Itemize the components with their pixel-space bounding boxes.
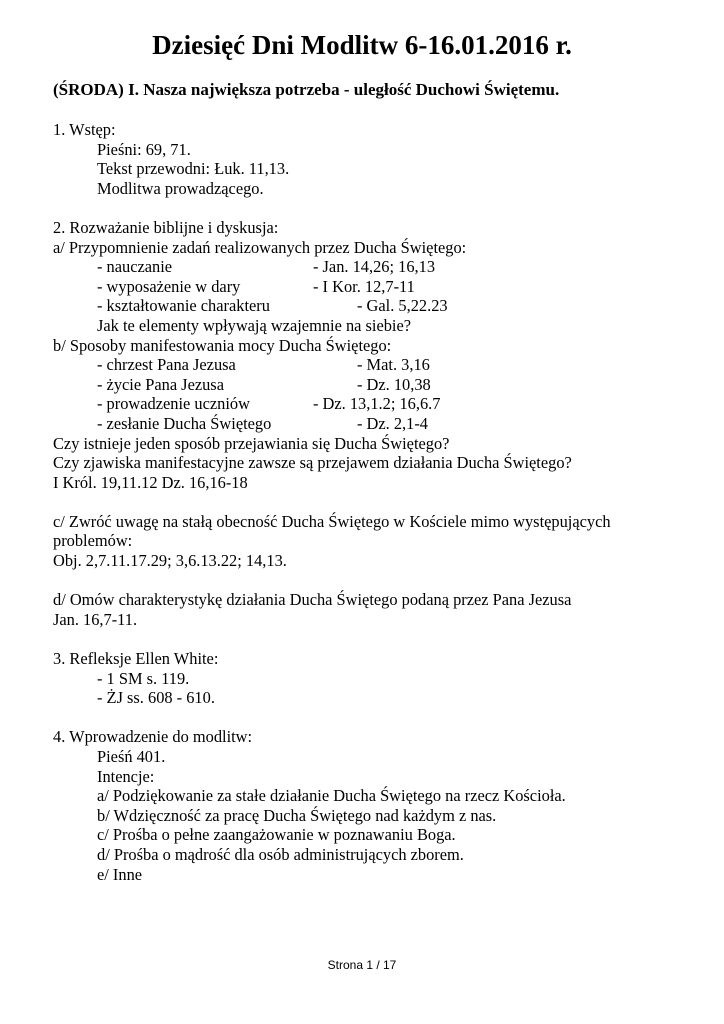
item-ref: - Dz. 10,38 (357, 374, 431, 394)
section-2a-item (53, 257, 713, 277)
intention-item: a/ Podziękowanie za stałe działanie Ducha Świętego na rzecz Kościoła. (97, 786, 566, 806)
intention-item: b/ Wdzięczność za pracę Ducha Świętego nad każdym z nas. (97, 805, 497, 825)
section-2b-question: Czy zjawiska manifestacyjne zawsze są przejawem działania Ducha Świętego? (53, 453, 572, 473)
page-title: Dziesięć Dni Modlitw 6-16.01.2016 r. (152, 30, 572, 60)
page-subtitle: (ŚRODA) I. Nasza największa potrzeba - uległość Duchowi Świętemu. (53, 80, 560, 99)
section-2a-question: Jak te elementy wpływają wzajemnie na siebie? (97, 315, 412, 335)
section-1-line: Tekst przewodni: Łuk. 11,13. (97, 159, 290, 179)
item-ref: - I Kor. 12,7-11 (313, 276, 415, 296)
item-ref: - Gal. 5,22.23 (357, 296, 448, 316)
item-label: - życie Pana Jezusa (97, 374, 224, 394)
section-2a-item (53, 277, 713, 297)
item-label: - wyposażenie w dary (97, 276, 241, 296)
intention-item: c/ Prośba o pełne zaangażowanie w poznawaniu Boga. (97, 825, 456, 845)
item-label: - kształtowanie charakteru (97, 296, 270, 316)
item-label: - chrzest Pana Jezusa (97, 355, 236, 375)
section-2d-text: d/ Omów charakterystykę działania Ducha Świętego podaną przez Pana Jezusa (53, 590, 572, 610)
section-4-song: Pieśń 401. (97, 747, 166, 766)
section-1-line: Pieśni: 69, 71. (97, 139, 191, 159)
page-footer: Strona 1 / 17 (327, 958, 397, 972)
section-2c-text: c/ Zwróć uwagę na stałą obecność Ducha Świętego w Kościele mimo występujących (53, 511, 611, 531)
section-4-heading: 4. Wprowadzenie do modlitw: (53, 727, 253, 747)
section-3-heading: 3. Refleksje Ellen White: (53, 649, 219, 669)
section-2c-refs: Obj. 2,7.11.17.29; 3,6.13.22; 14,13. (53, 551, 287, 571)
section-4-intentions-label: Intencje: (97, 766, 155, 786)
item-ref: - Dz. 2,1-4 (357, 413, 429, 433)
section-3-line: - ŻJ ss. 608 - 610. (97, 688, 215, 708)
item-ref: - Mat. 3,16 (357, 355, 430, 375)
section-2b-heading: b/ Sposoby manifestowania mocy Ducha Świętego: (53, 335, 392, 355)
intention-item: d/ Prośba o mądrość dla osób administrujących zborem. (97, 844, 464, 864)
section-3-line: - 1 SM s. 119. (97, 668, 190, 688)
item-ref: - Jan. 14,26; 16,13 (313, 257, 436, 277)
section-2-heading: 2. Rozważanie biblijne i dyskusja: (53, 217, 279, 237)
item-label: - nauczanie (97, 257, 173, 277)
section-2a-heading: a/ Przypomnienie zadań realizowanych przez Ducha Świętego: (53, 237, 467, 257)
document-body (53, 120, 713, 884)
item-label: - zesłanie Ducha Świętego (97, 413, 272, 433)
section-2b-item (53, 414, 713, 434)
section-1-heading: 1. Wstęp: (53, 120, 116, 139)
item-label: - prowadzenie uczniów (97, 394, 250, 414)
section-2d-refs: Jan. 16,7-11. (53, 609, 138, 629)
intention-item: e/ Inne (97, 864, 143, 884)
section-2b-item (53, 375, 713, 395)
section-2b-refs: I Król. 19,11.12 Dz. 16,16-18 (53, 472, 248, 492)
section-1-line: Modlitwa prowadzącego. (97, 178, 264, 198)
section-2b-item (53, 394, 713, 414)
section-2b-question: Czy istnieje jeden sposób przejawiania się Ducha Świętego? (53, 433, 450, 453)
item-ref: - Dz. 13,1.2; 16,6.7 (313, 394, 441, 414)
section-2b-item (53, 355, 713, 375)
section-2a-item (53, 296, 713, 316)
section-2c-text: problemów: (53, 531, 133, 551)
